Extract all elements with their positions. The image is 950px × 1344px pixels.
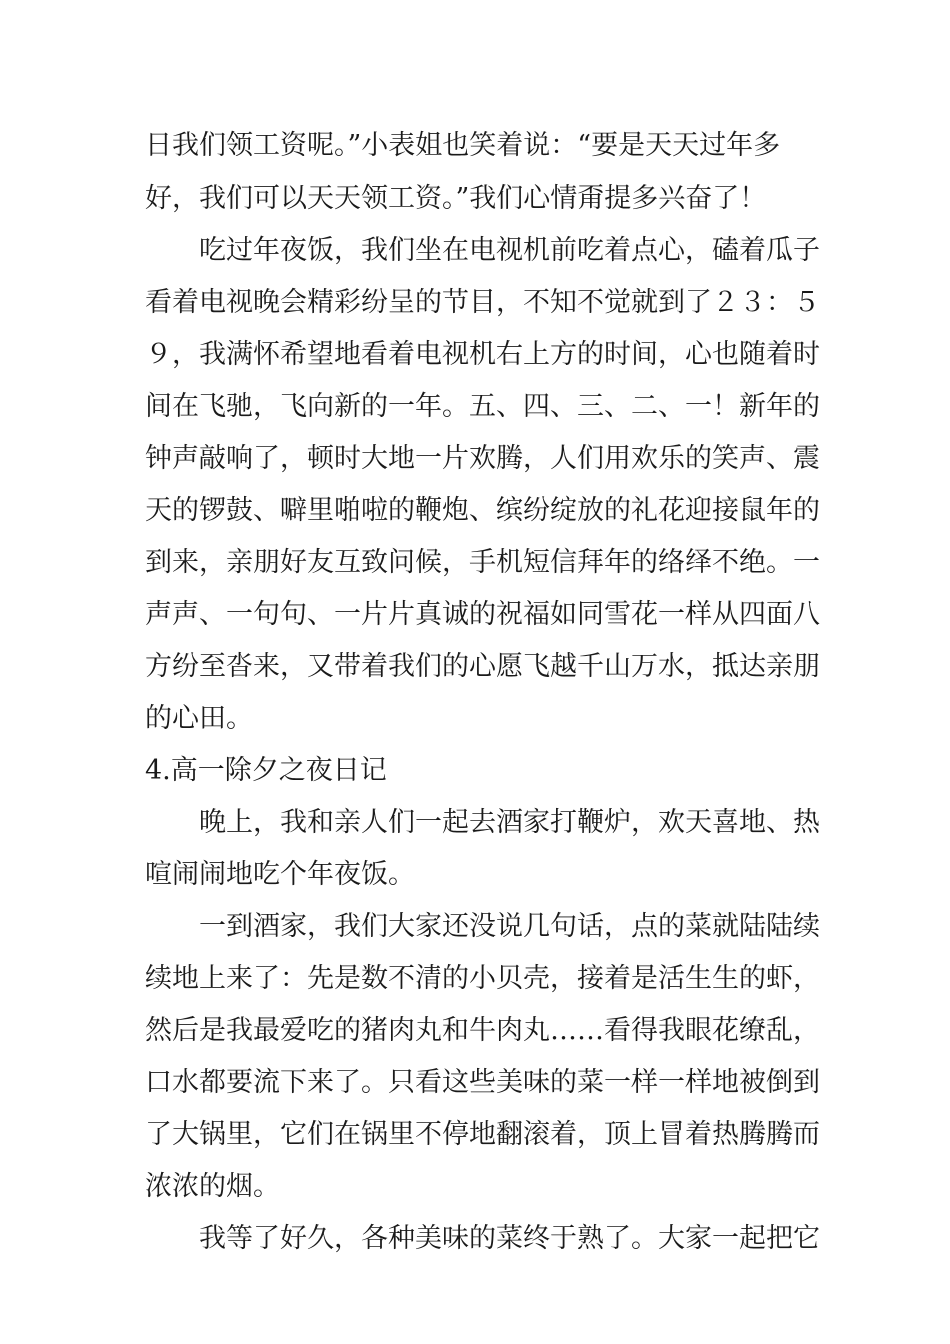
text-line: 看着电视晚会精彩纷呈的节目，不知不觉就到了２３：５: [145, 287, 820, 318]
text-line: 然后是我最爱吃的猪肉丸和牛肉丸……看得我眼花缭乱，: [145, 1015, 820, 1046]
text-line: ９，我满怀希望地看着电视机右上方的时间，心也随着时: [145, 339, 820, 370]
text-line: 续地上来了：先是数不清的小贝壳，接着是活生生的虾，: [145, 963, 820, 994]
text-line: 喧闹闹地吃个年夜饭。: [145, 859, 415, 890]
text-line: 的心田。: [145, 703, 253, 734]
text-line: 天的锣鼓、噼里啪啦的鞭炮、缤纷绽放的礼花迎接鼠年的: [145, 495, 820, 526]
text-line: 口水都要流下来了。只看这些美味的菜一样一样地被倒到: [145, 1067, 820, 1098]
text-line: 好，我们可以天天领工资。”我们心情甭提多兴奋了！: [145, 183, 767, 214]
text-line: 晚上，我和亲人们一起去酒家打鞭炉，欢天喜地、热: [145, 807, 820, 838]
text-line: 日我们领工资呢。”小表姐也笑着说：“要是天天过年多: [145, 130, 781, 161]
text-line: 浓浓的烟。: [145, 1171, 280, 1202]
text-line: 了大锅里，它们在锅里不停地翻滚着，顶上冒着热腾腾而: [145, 1119, 820, 1150]
text-line: 间在飞驰，飞向新的一年。五、四、三、二、一！新年的: [145, 391, 820, 422]
section-heading: 4.高一除夕之夜日记: [145, 755, 387, 786]
text-line: 我等了好久，各种美味的菜终于熟了。大家一起把它: [145, 1223, 820, 1254]
text-line: 一到酒家，我们大家还没说几句话，点的菜就陆陆续: [145, 911, 820, 942]
text-line: 声声、一句句、一片片真诚的祝福如同雪花一样从四面八: [145, 599, 820, 630]
text-line: 到来，亲朋好友互致问候，手机短信拜年的络绎不绝。一: [145, 547, 820, 578]
text-line: 钟声敲响了，顿时大地一片欢腾，人们用欢乐的笑声、震: [145, 443, 820, 474]
text-line: 吃过年夜饭，我们坐在电视机前吃着点心，磕着瓜子: [145, 235, 820, 266]
text-line: 方纷至沓来，又带着我们的心愿飞越千山万水，抵达亲朋: [145, 651, 820, 682]
